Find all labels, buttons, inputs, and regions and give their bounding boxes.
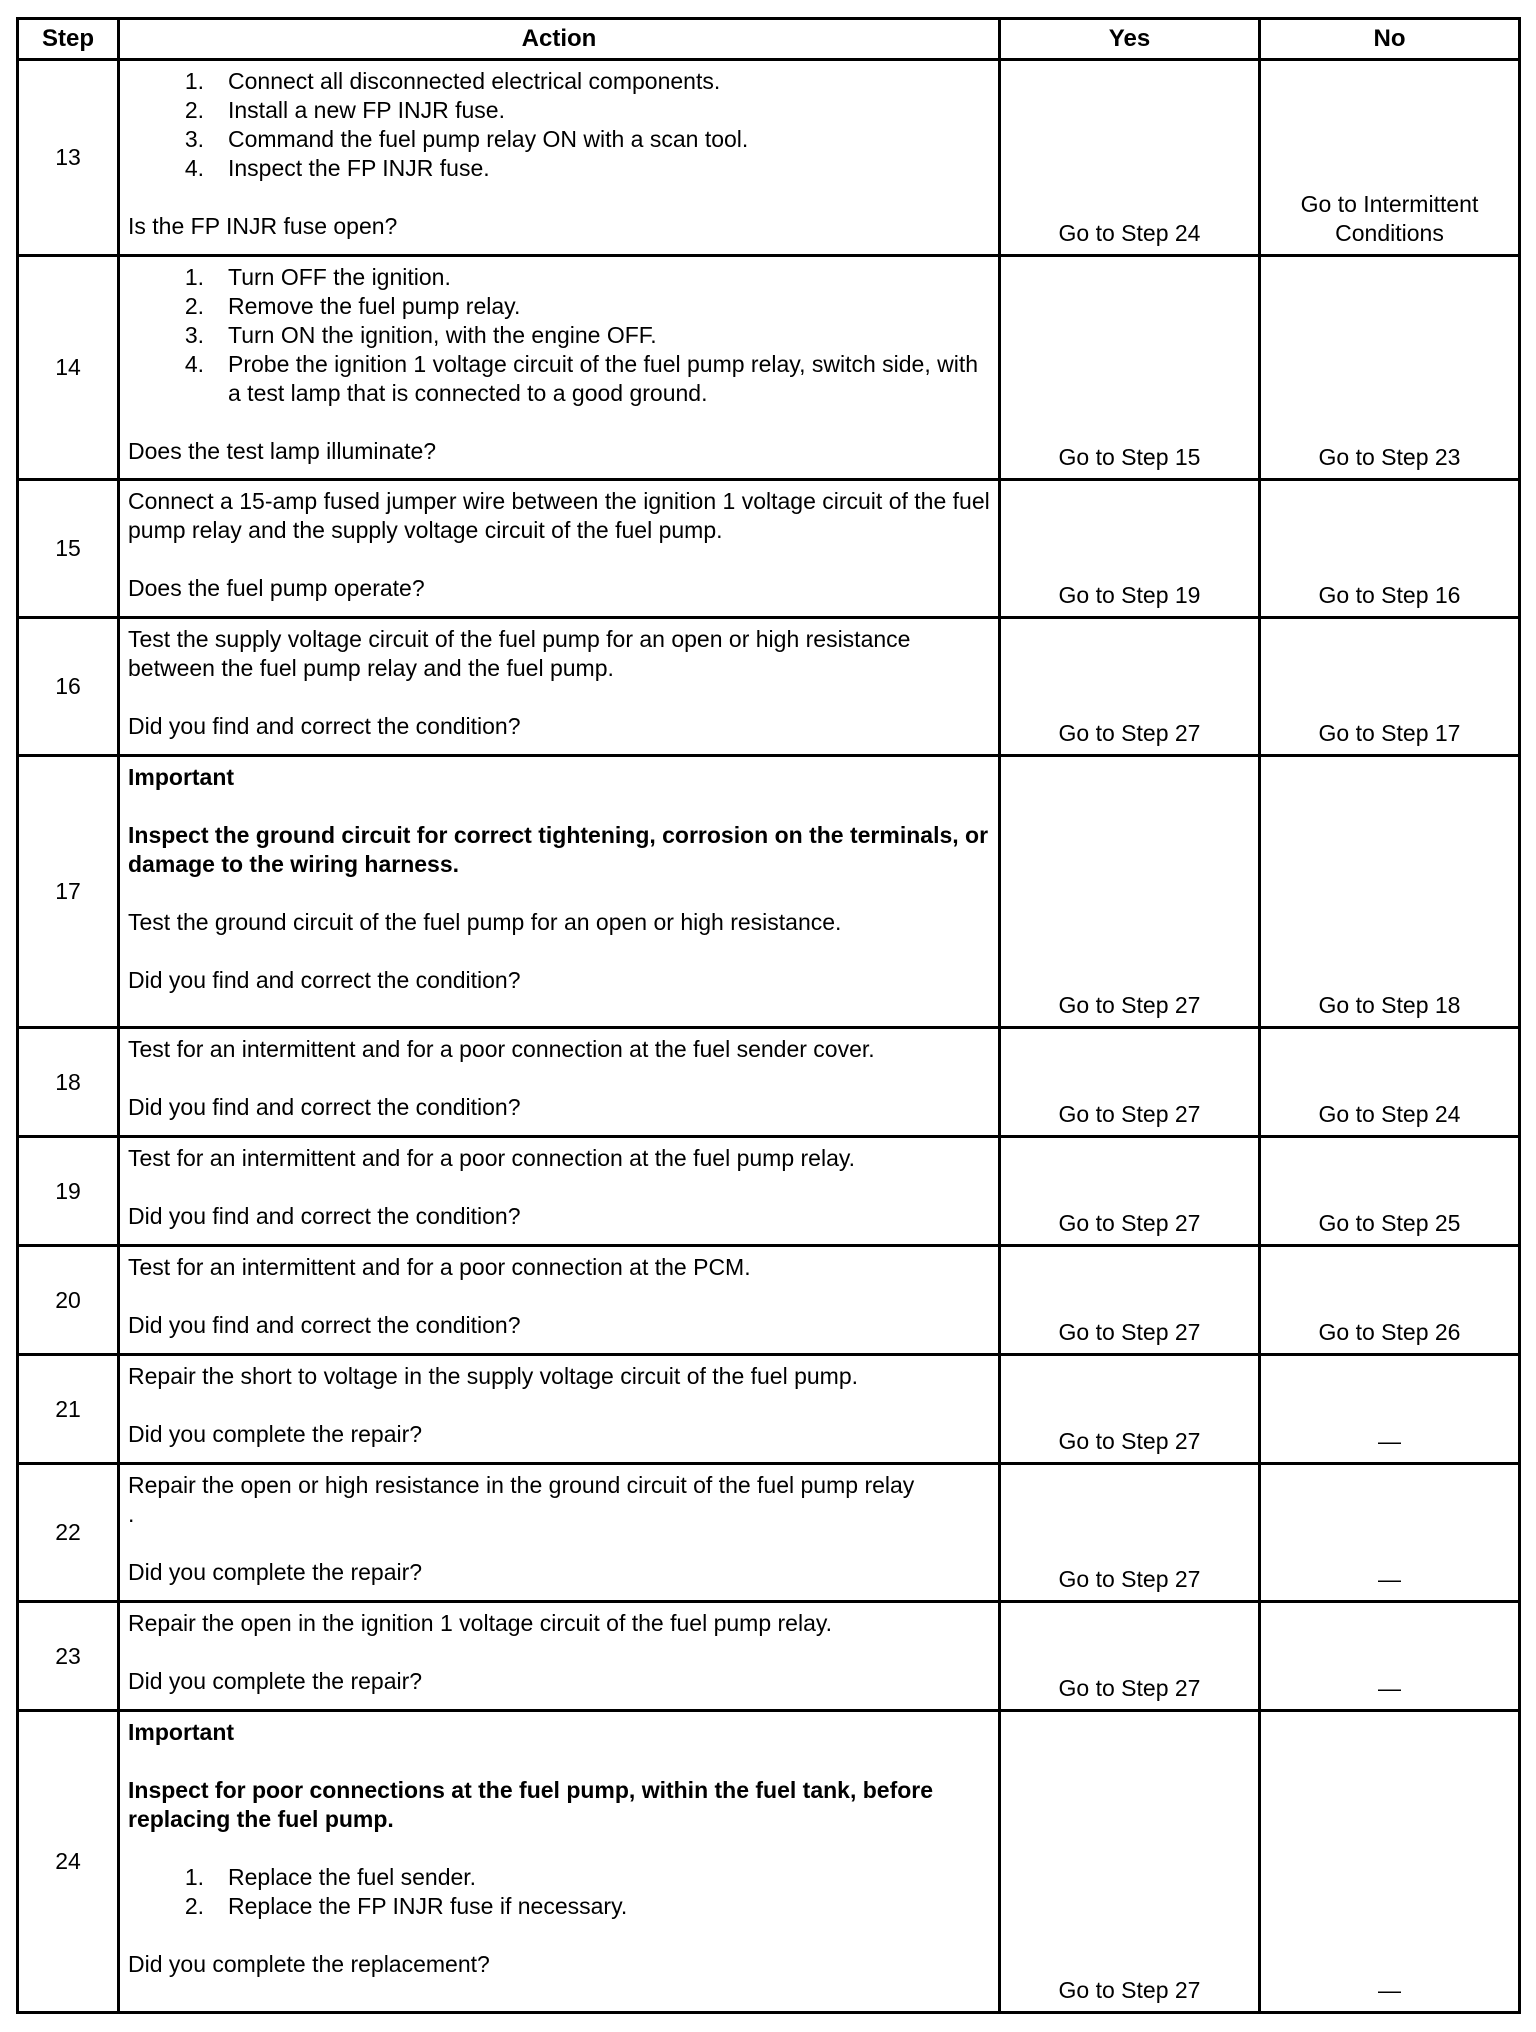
no-result: Go to Step 24 — [1260, 1028, 1520, 1137]
yes-result: Go to Step 27 — [1000, 1464, 1260, 1602]
step-number: 22 — [18, 1464, 119, 1602]
table-row — [18, 60, 1520, 256]
list-item-text: Install a new FP INJR fuse. — [228, 97, 505, 123]
yes-result: Go to Step 24 — [1000, 60, 1260, 256]
action-text: Test for an intermittent and for a poor connection at the fuel sender cover. — [128, 1036, 875, 1062]
action-list-item — [128, 321, 990, 350]
action-text: Did you find and correct the condition? — [128, 1312, 521, 1338]
step-number: 15 — [18, 480, 119, 618]
table-row — [18, 480, 1520, 618]
list-item-number: 1. — [184, 264, 204, 290]
important-text: Important — [128, 764, 235, 790]
table-body — [18, 60, 1520, 2013]
list-item-text: Replace the fuel sender. — [228, 1864, 477, 1890]
action-text: Did you complete the repair? — [128, 1559, 423, 1585]
step-number: 20 — [18, 1246, 119, 1355]
action-list-item — [128, 1863, 990, 1892]
list-item-text: Probe the ignition 1 voltage circuit of the fuel pump relay, switch side, with a test lamp that is connected to a good ground. — [228, 351, 985, 406]
yes-result: Go to Step 27 — [1000, 1711, 1260, 2013]
no-result: Go to Step 25 — [1260, 1137, 1520, 1246]
no-result: Go to Step 17 — [1260, 618, 1520, 756]
diagnostic-table — [16, 17, 1521, 2014]
action-text: Repair the short to voltage in the supply voltage circuit of the fuel pump. — [128, 1363, 859, 1389]
action-cell — [119, 1137, 1000, 1246]
table-row — [18, 1028, 1520, 1137]
action-text: Did you find and correct the condition? — [128, 967, 521, 993]
step-number: 14 — [18, 256, 119, 480]
table-row — [18, 1711, 1520, 2013]
list-item-number: 3. — [184, 322, 204, 348]
list-item-number: 2. — [184, 1893, 204, 1919]
step-number: 18 — [18, 1028, 119, 1137]
yes-result: Go to Step 27 — [1000, 1028, 1260, 1137]
step-number: 24 — [18, 1711, 119, 2013]
list-item-number: 4. — [184, 351, 204, 377]
header-step: Step — [18, 19, 119, 60]
list-item-number: 4. — [184, 155, 204, 181]
action-text: Does the fuel pump operate? — [128, 575, 425, 601]
action-list-item — [128, 67, 990, 96]
action-cell — [119, 1355, 1000, 1464]
action-cell — [119, 1028, 1000, 1137]
step-number: 21 — [18, 1355, 119, 1464]
step-number: 23 — [18, 1602, 119, 1711]
header-row — [18, 19, 1520, 60]
no-result: — — [1260, 1464, 1520, 1602]
list-item-text: Replace the FP INJR fuse if necessary. — [228, 1893, 628, 1919]
action-cell — [119, 1246, 1000, 1355]
yes-result: Go to Step 27 — [1000, 1355, 1260, 1464]
yes-result: Go to Step 15 — [1000, 256, 1260, 480]
yes-result: Go to Step 27 — [1000, 756, 1260, 1028]
important-text: Inspect the ground circuit for correct tightening, corrosion on the terminals, or damage to the wiring harness. — [128, 822, 995, 877]
list-item-text: Command the fuel pump relay ON with a scan tool. — [228, 126, 749, 152]
yes-result: Go to Step 27 — [1000, 1602, 1260, 1711]
action-text: Does the test lamp illuminate? — [128, 438, 437, 464]
action-text: Did you complete the replacement? — [128, 1951, 490, 1977]
action-cell — [119, 1464, 1000, 1602]
list-item-number: 2. — [184, 97, 204, 123]
important-text: Inspect for poor connections at the fuel pump, within the fuel tank, before replacing the fuel pump. — [128, 1777, 940, 1832]
action-text: Did you complete the repair? — [128, 1668, 423, 1694]
action-cell — [119, 60, 1000, 256]
table-row — [18, 1602, 1520, 1711]
action-cell — [119, 256, 1000, 480]
step-number: 19 — [18, 1137, 119, 1246]
action-text: Test for an intermittent and for a poor connection at the PCM. — [128, 1254, 751, 1280]
action-text: Did you find and correct the condition? — [128, 1203, 521, 1229]
no-result: Go to Step 16 — [1260, 480, 1520, 618]
table-row — [18, 1355, 1520, 1464]
yes-result: Go to Step 19 — [1000, 480, 1260, 618]
action-cell — [119, 1602, 1000, 1711]
table-row — [18, 1137, 1520, 1246]
action-text: Repair the open or high resistance in the ground circuit of the fuel pump relay — [128, 1472, 915, 1498]
no-result: Go to Step 23 — [1260, 256, 1520, 480]
no-result: Go to Step 18 — [1260, 756, 1520, 1028]
action-cell — [119, 756, 1000, 1028]
list-item-number: 3. — [184, 126, 204, 152]
list-item-text: Turn OFF the ignition. — [228, 264, 451, 290]
action-text: Connect a 15-amp fused jumper wire between the ignition 1 voltage circuit of the fuel pump relay and the supply voltage circuit of the fuel pump. — [128, 488, 997, 543]
action-cell — [119, 618, 1000, 756]
action-list-item — [128, 263, 990, 292]
action-list-item — [128, 292, 990, 321]
table-row — [18, 756, 1520, 1028]
action-text: Test the supply voltage circuit of the fuel pump for an open or high resistance between the fuel pump relay and the fuel pump. — [128, 626, 917, 681]
action-list-item — [128, 154, 990, 183]
step-number: 16 — [18, 618, 119, 756]
step-number: 13 — [18, 60, 119, 256]
action-text: Test the ground circuit of the fuel pump for an open or high resistance. — [128, 909, 842, 935]
list-item-text: Turn ON the ignition, with the engine OFF. — [228, 322, 657, 348]
no-result: — — [1260, 1711, 1520, 2013]
action-text: Did you find and correct the condition? — [128, 713, 521, 739]
yes-result: Go to Step 27 — [1000, 1137, 1260, 1246]
list-item-number: 2. — [184, 293, 204, 319]
action-text: Did you find and correct the condition? — [128, 1094, 521, 1120]
no-result: Go to Step 26 — [1260, 1246, 1520, 1355]
action-text: Is the FP INJR fuse open? — [128, 213, 398, 239]
no-result: — — [1260, 1602, 1520, 1711]
action-text: Repair the open in the ignition 1 voltage circuit of the fuel pump relay. — [128, 1610, 833, 1636]
action-text: . — [128, 1501, 135, 1527]
action-text: Did you complete the repair? — [128, 1421, 423, 1447]
action-list-item — [128, 350, 990, 408]
list-item-number: 1. — [184, 1864, 204, 1890]
important-text: Important — [128, 1719, 235, 1745]
list-item-text: Connect all disconnected electrical components. — [228, 68, 721, 94]
action-list-item — [128, 1892, 990, 1921]
no-result: Go to Intermittent Conditions — [1260, 60, 1520, 256]
list-item-text: Inspect the FP INJR fuse. — [228, 155, 490, 181]
action-list-item — [128, 96, 990, 125]
action-list-item — [128, 125, 990, 154]
header-action: Action — [119, 19, 1000, 60]
list-item-text: Remove the fuel pump relay. — [228, 293, 521, 319]
header-no: No — [1260, 19, 1520, 60]
table-row — [18, 1464, 1520, 1602]
action-cell — [119, 480, 1000, 618]
step-number: 17 — [18, 756, 119, 1028]
yes-result: Go to Step 27 — [1000, 1246, 1260, 1355]
table-row — [18, 256, 1520, 480]
action-text: Test for an intermittent and for a poor connection at the fuel pump relay. — [128, 1145, 856, 1171]
list-item-number: 1. — [184, 68, 204, 94]
header-yes: Yes — [1000, 19, 1260, 60]
table-row — [18, 1246, 1520, 1355]
no-result: — — [1260, 1355, 1520, 1464]
yes-result: Go to Step 27 — [1000, 618, 1260, 756]
table-row — [18, 618, 1520, 756]
action-cell — [119, 1711, 1000, 2013]
